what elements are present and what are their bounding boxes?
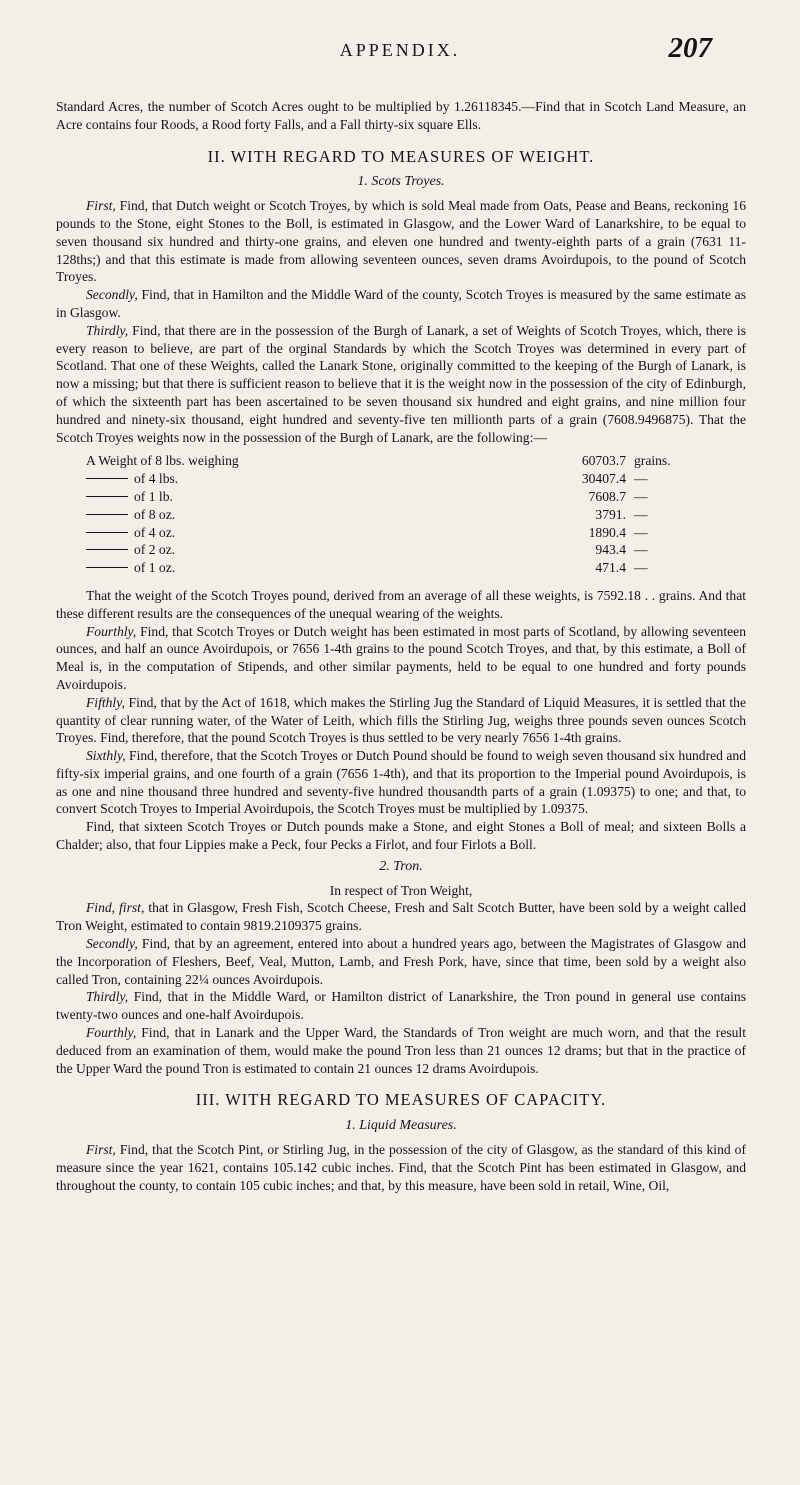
paragraph-fifth [56, 694, 746, 747]
weight-label: of 2 oz. [134, 542, 176, 558]
lead-tron-first: Find, first, [86, 900, 145, 916]
leader-rule [86, 549, 128, 550]
weight-label: of 8 oz. [134, 506, 176, 522]
weight-label: A Weight of 8 lbs. weighing [86, 453, 239, 469]
lead-tron-second: Secondly, [86, 936, 138, 952]
paragraph-first [56, 197, 746, 286]
leader-rule [86, 478, 128, 479]
paragraph-tron-first [56, 899, 746, 935]
paragraph-average: That the weight of the Scotch Troyes pound, derived from an average of all these weights, is 7592.18 . . grains. And that these different results are the consequences of the unequal wearing of the weights. [56, 587, 746, 621]
lead-tron-fourth: Fourthly, [86, 1025, 137, 1041]
page-header [0, 18, 800, 64]
weights-table [86, 452, 706, 577]
weight-label: of 1 lb. [134, 488, 173, 504]
text-sixth: Find, therefore, that the Scotch Troyes or Dutch Pound should be found to weigh seven thousand six hundred and fifty-six imperial grains, and one fourth of a grain (7656 1-4th), and that its proportion to the Imperial pound Avoirdupois, is as one and nine thousand three hundred and seventy-five hundred thousandth parts of a grain (1.09375) to one; and that, to convert Scotch Troyes to Imperial Avoirdupois, the Scotch Troyes must be multiplied by 1.09375. [56, 748, 746, 817]
paragraph-sixth [56, 747, 746, 818]
paragraph-third [56, 322, 746, 447]
weight-unit: grains. [634, 453, 671, 469]
weight-unit: — [634, 524, 648, 540]
lead-first: First, [86, 198, 116, 214]
leader-rule [86, 496, 128, 497]
lead-tron-third: Thirdly, [86, 989, 129, 1005]
running-head: APPENDIX. [339, 40, 461, 60]
body-text [56, 98, 746, 1194]
page-number: 207 [668, 32, 712, 64]
subheading-liquid-measures: 1. Liquid Measures. [345, 1118, 457, 1134]
weight-label: of 4 oz. [134, 524, 176, 540]
subheading-scots-troyes: 1. Scots Troyes. [357, 174, 445, 190]
text-tron-second: Find, that by an agreement, entered into about a hundred years ago, between the Magistrates of Glasgow and the Incorporation of Fleshers, Beef, Veal, Mutton, Lamb, and Fresh Pork, have, since that time, been sold by a weight also called Tron, containing 22¼ ounces Avoirdupois. [56, 936, 746, 987]
text-fifth: Find, that by the Act of 1618, which makes the Stirling Jug the Standard of Liquid Measures, it is settled that the quantity of clear running water, of the Water of Leith, which fills the Stirling Jug, weighs three pounds seven ounces Scotch Troyes. Find, therefore, that the pound Scotch Troyes is thus settled to be very nearly 7656 1-4th grains. [56, 694, 746, 746]
weight-row [86, 470, 706, 488]
weight-value: 471.4 [595, 560, 626, 576]
text-tron-fourth: Find, that in Lanark and the Upper Ward, the Standards of Tron weight are much worn, and that the result deduced from an examination of them, would make the pound Tron less than 21 ounces 12 drams; but that in the practice of the Upper Ward the pound Tron is estimated to contain 21 ounces 12 drams Avoirdupois. [56, 1025, 746, 1076]
weight-value: 60703.7 [581, 453, 626, 469]
lead-fourth: Fourthly, [86, 623, 137, 639]
weight-unit: — [634, 560, 648, 576]
leader-rule [86, 532, 128, 533]
lead-capacity-first: First, [86, 1142, 116, 1158]
weight-unit: — [634, 471, 648, 487]
weight-unit: — [634, 488, 648, 504]
leader-rule [86, 514, 128, 515]
leader-rule [86, 567, 128, 568]
weight-row [86, 541, 706, 559]
subheading-tron: 2. Tron. [379, 858, 423, 874]
paragraph-fourth [56, 623, 746, 694]
paragraph-capacity-first [56, 1141, 746, 1194]
text-fourth: Find, that Scotch Troyes or Dutch weight has been estimated in most parts of Scotland, by allowing seventeen ounces, and half an ounce Avoirdupois, or 7656 1-4th grains to the pound Scotch Troyes, and that, by this estimate, a Boll of Meal is, in the computation of Stipends, and other similar payments, held to be equal to one hundred and forty pounds Avoirdupois. [56, 623, 746, 692]
weight-value: 943.4 [595, 542, 626, 558]
lead-second: Secondly, [86, 287, 138, 303]
weight-row [86, 524, 706, 542]
paragraph-tron-intro: In respect of Tron Weight, [329, 882, 473, 898]
lead-sixth: Sixthly, [86, 748, 126, 764]
section-heading-capacity: III. WITH REGARD TO MEASURES OF CAPACITY. [195, 1090, 607, 1110]
weight-row [86, 452, 706, 470]
text-capacity-first: Find, that the Scotch Pint, or Stirling Jug, in the possession of the city of Glasgow, as the standard of this kind of measure since the year 1621, contains 105.142 cubic inches. Find, that the Scotch Pint has been estimated in Glasgow, and throughout the county, to contain 105 cubic inches; and that, by this measure, have been sold in retail, Wine, Oil, [56, 1142, 746, 1193]
weight-value: 3791. [595, 506, 626, 522]
weight-label: of 4 lbs. [134, 471, 179, 487]
weight-row [86, 506, 706, 524]
weight-label: of 1 oz. [134, 560, 176, 576]
intro-paragraph: Standard Acres, the number of Scotch Acres ought to be multiplied by 1.26118345.—Find that in Scotch Land Measure, an Acre contains four Roods, a Rood forty Falls, and a Fall thirty-six square Ells. [56, 99, 746, 132]
text-second: Find, that in Hamilton and the Middle Ward of the county, Scotch Troyes is measured by the same estimate as in Glasgow. [56, 287, 746, 320]
lead-fifth: Fifthly, [86, 694, 125, 710]
text-first: Find, that Dutch weight or Scotch Troyes, by which is sold Meal made from Oats, Pease and Beans, reckoning 16 pounds to the Stone, eight Stones to the Boll, is estimated in Glasgow, and the Lower Ward of Lanarkshire, to be equal to seven thousand six hundred and thirty-one grains, and eleven one hundred and twenty-eighth parts of a grain (7631 11-128ths;) and that this estimate is made from allowing seventeen ounces, seven drams Avoirdupois, to the pound of Scotch Troyes. [56, 198, 746, 285]
weight-value: 1890.4 [588, 524, 626, 540]
lead-third: Thirdly, [86, 322, 129, 338]
paragraph-tron-third [56, 988, 746, 1024]
text-tron-third: Find, that in the Middle Ward, or Hamilton district of Lanarkshire, the Tron pound in general use contains twenty-two ounces and one-half Avoirdupois. [56, 989, 746, 1023]
weight-value: 7608.7 [588, 488, 626, 504]
paragraph-tron-second [56, 935, 746, 988]
paragraph-tron-fourth [56, 1024, 746, 1077]
section-heading-weight: II. WITH REGARD TO MEASURES OF WEIGHT. [207, 146, 595, 166]
weight-row [86, 559, 706, 577]
text-tron-first: that in Glasgow, Fresh Fish, Scotch Cheese, Fresh and Salt Scotch Butter, have been sold by a weight called Tron Weight, estimated to contain 9819.2109375 grains. [56, 900, 746, 934]
weight-value: 30407.4 [581, 471, 626, 487]
weight-unit: — [634, 542, 648, 558]
weight-row [86, 488, 706, 506]
text-third: Find, that there are in the possession of the Burgh of Lanark, a set of Weights of Scotch Troyes, which, there is every reason to believe, are part of the orginal Standards by which the Scotch Troyes was determined in every part of Scotland. That one of these Weights, called the Lanark Stone, originally committed to the keeping of the Burgh of Lanark, is now a missing; but that there is sufficient reason to believe that it is the weight now in the possession of the city of Edinburgh, of which the sixteenth part has been ascertained to be seven thousand six hundred and eight grains, and nine million four hundred and ninety-six thousand, eight hundred and seventy-five ten millionth parts of a grain (7608.9496875). That the Scotch Troyes weights now in the possession of the Burgh of Lanark, are the following:— [56, 322, 746, 445]
paragraph-stones: Find, that sixteen Scotch Troyes or Dutch pounds make a Stone, and eight Stones a Boll of meal; and sixteen Bolls a Chalder; also, that four Lippies make a Peck, four Pecks a Firlot, and four Firlots a Boll. [56, 819, 746, 853]
paragraph-second [56, 286, 746, 322]
weight-unit: — [634, 506, 648, 522]
